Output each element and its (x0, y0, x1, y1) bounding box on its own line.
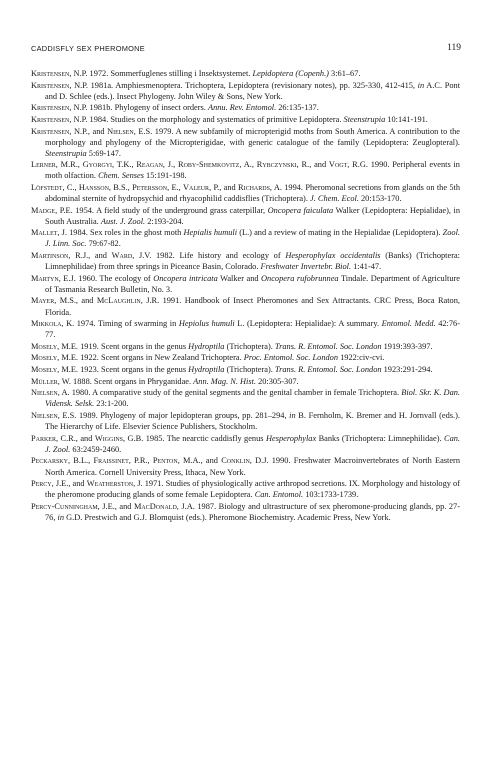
reference-entry (31, 341, 460, 352)
ref-text: , K. 1974. Timing of swarming in (61, 319, 179, 329)
ref-text: , W. 1888. Scent organs in Phryganidae. (57, 376, 194, 386)
ref-author: Nielsen (107, 126, 134, 136)
ref-author: Percy (31, 479, 52, 489)
ref-italic-text: Oncopera rufobrunnea (261, 273, 339, 283)
ref-text: , J.V. 1982. Life history and ecology of (132, 251, 286, 261)
ref-text: , A., (239, 160, 257, 170)
ref-text: L. (Lepidoptera: Hepialidae): A summary. (234, 319, 382, 329)
ref-italic-text: Aust. J. Zool. (100, 216, 146, 226)
ref-author: Mosely (31, 341, 58, 351)
ref-text: , N.P. 1972. Sommerfuglenes stilling i Insektsystemet. (69, 69, 253, 78)
ref-text: , G.B. 1985. The nearctic caddisfly genus (123, 433, 266, 443)
ref-author: Conklin (221, 456, 250, 466)
reference-entry (31, 376, 460, 387)
ref-text: , J. 1971. Studies of physiologically active arthropod secretions. IX. Morphology and histology of the pheromone producing glands of some female Lepidoptera. (45, 479, 460, 500)
reference-entry (31, 364, 460, 375)
reference-entry (31, 68, 460, 79)
reference-list (31, 68, 460, 524)
ref-text: , J.R. 1991. Handbook of Insect Pheromones and Sex Attractants. CRC Press, Boca Raton, Florida. (45, 296, 460, 317)
ref-text: , A. 1994. Pheromonal secretions from glands on the 5th abdominal sternite of hydropsychid and rhyacophilid caddisflies (Trichoptera). (45, 183, 461, 204)
ref-text: , R., and (296, 160, 329, 170)
ref-author: Kristensen (31, 103, 70, 113)
ref-text: Walker and (217, 273, 262, 283)
ref-text: , N.P. 1981a. Amphiesmenoptera. Trichoptera, Lepidoptera (revisionary notes), pp. 325-330, 412-415, (69, 80, 418, 90)
ref-text: , T.K., (112, 160, 137, 170)
reference-entry (31, 501, 460, 523)
ref-text: , J. 1984. Sex roles in the ghost moth (57, 228, 184, 238)
ref-italic-text: Hesperophylax occidentalis (285, 251, 381, 261)
ref-italic-text: Oncopera intricata (153, 273, 218, 283)
ref-text: 1923:291-294. (381, 365, 433, 375)
ref-text: 63:2459-2460. (70, 444, 122, 454)
reference-entry (31, 273, 460, 295)
ref-text: , M.E. 1923. Scent organs in the genus (57, 365, 189, 375)
ref-author: Reagan (136, 160, 163, 170)
ref-author: Müller (31, 376, 58, 386)
ref-italic-text: Entomol. Medd. (381, 319, 436, 329)
reference-entry (31, 295, 460, 317)
ref-author: MacDonald (134, 501, 177, 511)
ref-text: , P.E. 1954. A field study of the underground grass caterpillar, (55, 205, 268, 215)
ref-text: 15:191-198. (143, 171, 187, 181)
ref-italic-text: Freshwater Invertebr. Biol. (260, 262, 352, 272)
ref-author: Percy-Cunningham (31, 501, 98, 511)
reference-entry (31, 433, 460, 455)
ref-text: , M.A., and (177, 456, 222, 466)
ref-text: , M.S., and (54, 296, 97, 306)
ref-text: 79:67-82. (86, 239, 121, 249)
ref-text: Banks (Trichoptera: Limnephilidae). (316, 433, 445, 443)
ref-author: Kristensen (31, 80, 70, 90)
ref-author: Wiggins (94, 433, 124, 443)
reference-entry (31, 182, 460, 204)
reference-entry (31, 455, 460, 477)
ref-author: Martyn (31, 273, 59, 283)
ref-author: Mayer (31, 296, 55, 306)
ref-author: Mallet (31, 228, 58, 238)
ref-author: Kristensen (31, 69, 70, 78)
ref-italic-text: Trans. R. Entomol. Soc. London (274, 341, 382, 351)
ref-author: Weatherston (86, 479, 134, 489)
ref-italic-text: Hesperophylax (265, 433, 317, 443)
ref-text: 1919:393-397. (381, 341, 433, 351)
ref-italic-text: in (289, 411, 296, 421)
ref-text: , E., (167, 183, 184, 193)
ref-text: (Trichoptera). (224, 341, 275, 351)
ref-author: Penton (152, 456, 178, 466)
ref-text: , E.J. 1960. The ecology of (58, 273, 154, 283)
ref-italic-text: Hydroptila (188, 341, 225, 351)
ref-text: Walker (Lepidoptera: Hepialidae), in South Australia. (45, 205, 461, 226)
ref-italic-text: Hepialis humuli (183, 228, 238, 238)
ref-text: (Trichoptera). (224, 365, 275, 375)
ref-text: 42:76-77. (45, 319, 460, 340)
reference-entry (31, 410, 460, 432)
reference-entry (31, 102, 460, 113)
ref-text: 5:69-147. (86, 148, 122, 158)
reference-entry (31, 205, 460, 227)
page-header (31, 44, 461, 56)
ref-author: Gyorgyi (82, 160, 113, 170)
reference-entry (31, 159, 460, 181)
ref-text: 26:135-137. (276, 103, 319, 113)
ref-author: Mosely (31, 353, 58, 363)
ref-italic-text: Can. J. Zool. (45, 433, 461, 454)
ref-author: Petersson (132, 183, 168, 193)
ref-text: (Banks) (Trichoptera: Limnephilidae) from three springs in Piceance Basin, Colorado. (45, 251, 461, 272)
reference-entry (31, 80, 460, 102)
ref-author: Ward (111, 251, 133, 261)
ref-text: G.D. Prestwich and G.J. Blomquist (eds.). Pheromone Biochemistry. Academic Press, New York. (64, 512, 391, 522)
ref-author: Vogt (328, 160, 348, 170)
ref-text: (L.) and a review of mating in the Hepialidae (Lepidoptera). (237, 228, 443, 238)
ref-author: Richards (238, 183, 270, 193)
ref-italic-text: in (417, 80, 425, 90)
ref-author: Valeur (183, 183, 210, 193)
ref-author: Fraissinet (93, 456, 129, 466)
ref-italic-text: Oncopera faiculata (267, 205, 334, 215)
ref-text: , N.P. 1981b. Phylogeny of insect orders. (69, 103, 208, 113)
ref-author: Martinson (31, 251, 69, 261)
ref-author: Peckarsky (31, 456, 68, 466)
ref-italic-text: Annu. Rev. Entomol. (207, 103, 277, 113)
ref-text: , J.E., and (97, 501, 134, 511)
ref-italic-text: Proc. Entomol. Soc. London (243, 353, 339, 363)
ref-text: B. Fernholm, K. Bremer and H. Jornvall (eds.). The Hierarchy of Life. Elsevier Science Publishers, Stockholm. (45, 411, 460, 432)
reference-entry (31, 478, 460, 500)
ref-text: , C., (62, 183, 79, 193)
ref-author: Hansson (78, 183, 109, 193)
ref-author: Löfstedt (31, 183, 63, 193)
ref-author: Nielsen (31, 388, 58, 398)
reference-entry (31, 318, 460, 340)
ref-text: , J., (162, 160, 179, 170)
ref-italic-text: Zool. J. Linn. Soc. (45, 228, 460, 249)
ref-text: , C.R., and (55, 433, 95, 443)
ref-text: , N.P., and (69, 126, 108, 136)
ref-text: , E.S. 1989. Phylogeny of major lepidopteran groups, pp. 281–294, (57, 411, 290, 421)
ref-italic-text: Ann. Mag. N. Hist. (193, 376, 256, 386)
running-head: CADDISFLY SEX PHEROMONE (31, 44, 145, 53)
ref-text: 10:141-191. (385, 114, 428, 124)
ref-italic-text: Hepiolus humuli (178, 319, 235, 329)
ref-text: 1922:civ-cvi. (338, 353, 385, 363)
ref-italic-text: in (57, 512, 65, 522)
ref-italic-text: Can. Entomol. (254, 490, 304, 500)
ref-text: Tindale. Department of Agriculture of Tasmania Research Bulletin, No. 3. (45, 273, 460, 294)
ref-text: 103:1733-1739. (303, 490, 359, 500)
ref-text: , A. 1980. A comparative study of the genital segments and the genital chamber in female Trichoptera. (57, 388, 402, 398)
ref-italic-text: Trans. R. Entomol. Soc. London (274, 365, 382, 375)
ref-text: 23:1-200. (94, 399, 129, 409)
reference-entry (31, 114, 460, 125)
ref-text: , M.R., (55, 160, 83, 170)
ref-text: , R.J., and (68, 251, 112, 261)
page-number: 119 (447, 43, 461, 53)
ref-author: Madge (31, 205, 56, 215)
ref-italic-text: Steenstrupia (45, 148, 87, 158)
ref-text: , M.E. 1919. Scent organs in the genus (57, 341, 189, 351)
reference-entry (31, 352, 460, 363)
ref-author: McLaughlin (96, 296, 141, 306)
ref-author: Rybczynski (256, 160, 297, 170)
ref-text: , J.E., and (51, 479, 87, 489)
ref-text: 20:153-170. (358, 194, 402, 204)
ref-italic-text: Hydroptila (188, 365, 225, 375)
ref-text: 1:41-47. (351, 262, 382, 272)
ref-author: Parker (31, 433, 56, 443)
ref-italic-text: J. Chem. Ecol. (310, 194, 359, 204)
ref-text: , B.L., (67, 456, 94, 466)
ref-author: Kristensen (31, 126, 70, 136)
reference-entry (31, 227, 460, 249)
ref-text: 2:193-204. (145, 216, 184, 226)
ref-text: , P., and (209, 183, 238, 193)
ref-author: Mikkola (31, 319, 62, 329)
ref-author: Nielsen (31, 411, 58, 421)
ref-text: , D.J. 1990. Freshwater Macroinvertebrates of North Eastern North America. Cornell University Press, Ithaca, New York. (45, 456, 461, 477)
ref-author: Mosely (31, 365, 58, 375)
reference-entry (31, 387, 460, 409)
ref-author: Lerner (31, 160, 56, 170)
ref-text: 20:305-307. (255, 376, 299, 386)
ref-text: A.C. Pont and D. Schlee (eds.). Insect Phylogeny. John Wiley & Sons, New York. (45, 80, 461, 101)
ref-author: Roby-Shemkovitz (178, 160, 240, 170)
ref-text: , N.P. 1984. Studies on the morphology and systematics of primitive Lepidoptera. (69, 114, 344, 124)
ref-text: , E.S. 1979. A new subfamily of micropterigid moths from South America. A contribution to the morphology and phylogeny of the Micropterigidae, with generic catalogue of the family (Lepidoptera: Zeuglopteral). (45, 126, 461, 147)
ref-author: Kristensen (31, 114, 70, 124)
ref-text: , P.R., (128, 456, 153, 466)
ref-italic-text: Biol. Skr. K. Dan. Vidensk. Selsk. (45, 388, 460, 409)
ref-italic-text: Chem. Senses (98, 171, 144, 181)
reference-entry (31, 126, 460, 159)
ref-italic-text: Steenstrupia (343, 114, 386, 124)
ref-text: , J.A. 1987. Biology and ultrastructure of sex pheromone-producing glands, pp. 27-76, (45, 501, 460, 522)
reference-entry (31, 250, 460, 272)
ref-text: 3:61–67. (328, 69, 361, 78)
ref-text: , R.G. 1990. Peripheral events in moth olfaction. (45, 160, 460, 181)
ref-text: , M.E. 1922. Scent organs in New Zealand Trichoptera. (57, 353, 244, 363)
ref-italic-text: Lepidoptera (Copenh.) (252, 69, 329, 78)
ref-text: , B.S., (108, 183, 133, 193)
